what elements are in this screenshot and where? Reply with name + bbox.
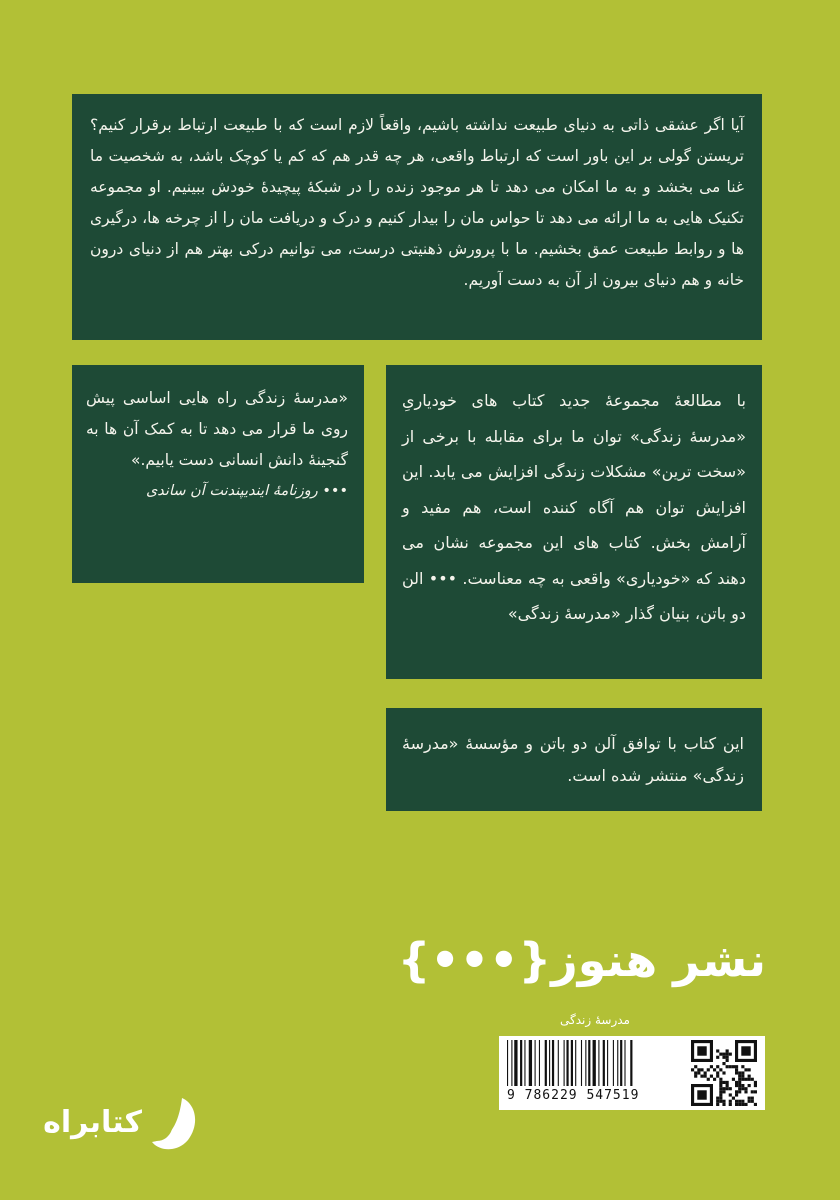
license-note-box	[386, 708, 762, 811]
qr-code-icon	[691, 1040, 757, 1106]
publisher-brace-mark: {•••}	[397, 933, 552, 987]
synopsis-text: آیا اگر عشقی ذاتی به دنیای طبیعت نداشته باشیم، واقعاً لازم است که با طبیعت ارتباط برقرار کنیم؟ تریستن گولی بر این باور است که ارتباط واقعی، هر چه قدر هم که کم یا کوچک باشد، به شخصیت ما غنا می بخشد و به ما امکان می دهد تا هر موجود زنده را در شبکهٔ پیچیدهٔ خودش ببینیم. او مجموعه تکنیک هایی به ما ارائه می دهد تا حواس مان را بیدار کنیم و درک و دریافت مان را از چرخه ها، درگیری ها و روابط طبیعت عمق بخشیم. ما با پرورش ذهنیتی درست، می توانیم درکی بهتر هم از دنیای درون خانه و هم دنیای بیرون از آن به دست آوریم.	[90, 116, 744, 289]
series-label: مدرسهٔ زندگی	[560, 1013, 630, 1027]
license-note-text: این کتاب با توافق آلن دو باتن و مؤسسهٔ «مدرسهٔ زندگی» منتشر شده است.	[402, 734, 744, 785]
independent-quote-text: «مدرسهٔ زندگی راه هایی اساسی پیش روی ما قرار می دهد تا به کمک آن ها به گنجینهٔ دانش انسانی دست یابیم.»	[86, 389, 348, 469]
barcode-icon	[505, 1040, 681, 1086]
independent-quote-credit: ••• روزنامهٔ ایندیپندنت آن ساندی	[145, 483, 348, 499]
publisher-name: نشر هنوز	[551, 933, 766, 987]
botton-quote-box	[386, 365, 762, 679]
independent-quote-box	[72, 365, 364, 583]
isbn-number: 9 786229 547519	[507, 1088, 640, 1103]
botton-quote-text: با مطالعهٔ مجموعهٔ جدید کتاب های خودیاریِ «مدرسهٔ زندگی» توان ما برای مقابله با برخی از «سخت ترین» مشکلات زندگی افزایش می یابد. این افزایش توان هم آگاه کننده است، هم مفید و آرامش بخش. کتاب های این مجموعه نشان می دهند که «خودیاری» واقعی به چه معناست. ••• الن دو باتن، بنیان گذار «مدرسهٔ زندگی»	[402, 391, 746, 623]
synopsis-box	[72, 94, 762, 340]
kitabrah-logo-text: کتابراه	[43, 1105, 142, 1140]
barcode-block	[499, 1036, 765, 1110]
publisher-logo	[397, 930, 766, 990]
